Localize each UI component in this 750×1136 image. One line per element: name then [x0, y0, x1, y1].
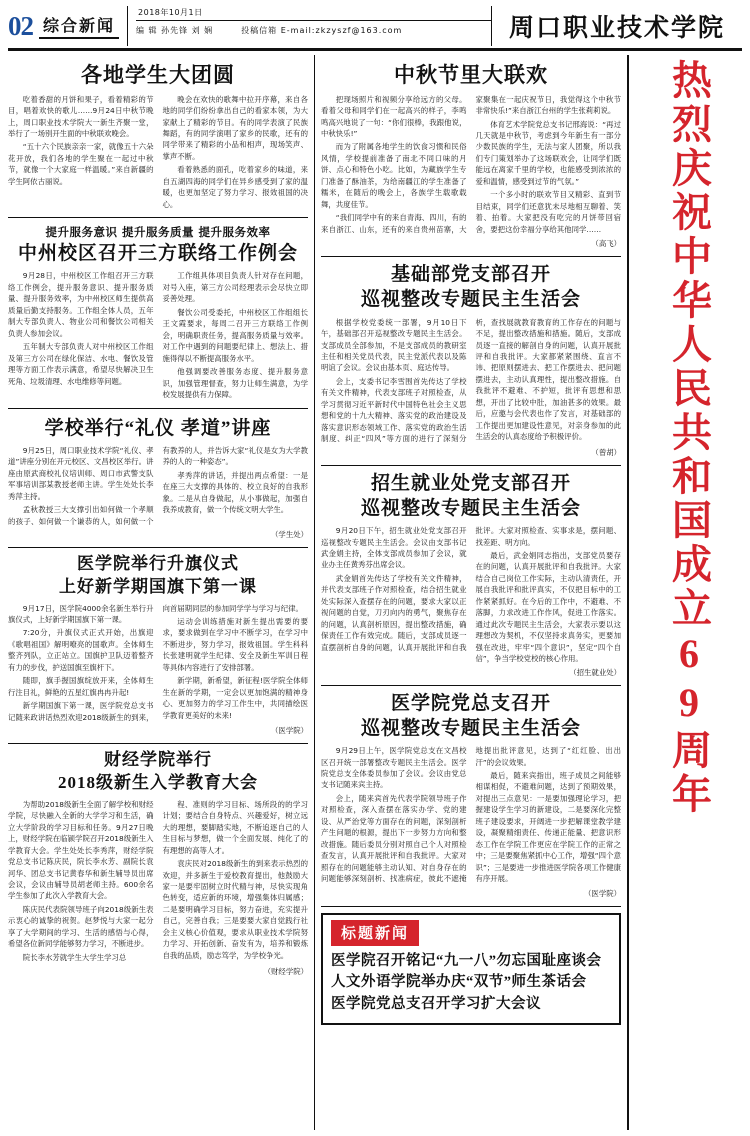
paragraph: 9月17日，医学院4000余名新生举行升旗仪式，上好新学期国旗下第一课。: [8, 603, 154, 625]
article-title-line2: 巡视整改专题民主生活会: [360, 717, 581, 739]
article-title: 各地学生大团圆: [81, 63, 235, 87]
paragraph: 武金娟首先传达了学校有关文件精神，并代表支部班子作对照检查，结合招生就业处实际深入查摆存在的问题，要求大家以正视问题的自觉，刀刃向内的勇气，聚焦存在的问题，认真剖析原因，提出整改措施，确保责任工作有效完成。随后，支部成员逐一直摆剖析自身的问题，认真开展批评和自我批评。大家对照检查、实事求是，摆问题、找差距、明方向。: [321, 526, 621, 652]
article-body: [8, 445, 308, 527]
article-signature: （医学院）: [584, 888, 621, 898]
article-body: [8, 603, 308, 724]
paragraph: 会上，支委书记李雪围首先传达了学校有关文件精神，代表支部班子对照检查，从学习贯彻习近平新时代中国特色社会主义思想和党的十九大精神、落实党的政治建设及落实意识形态领域工作、落实党的政治生活制度、纠正“四风”等方面的进行了深刻分析，查找展就教育教育的工作存在的问题与不足，提出整改措施和措施。随后，支部成员逐一直接的解剖自身的问题，认真开展批评和自我批评。大家都紧紧围绕、直言不讳、把原则摆进去、把工作摆进去、把问题摆进去，主动认真理性，提出整改措施。自我批评不避难、不护短，批评有思想和思想，开出了比较中肚，加油甚多的效果。最后，应邀与会代表也作了发言，对基础部的工作提出更加建设性意见，对亲身参加的此生活会的认真态度给予积极评价。: [321, 317, 621, 444]
paragraph: 9月20日下午，招生就业处党支部召开巡视整改专题民主生活会。会议由支部书记武金娟主持，全体支部成员参加了会议，就业办主任黄秀芬出席会议。: [321, 526, 467, 570]
masthead-credits: [136, 21, 491, 36]
article-title-line1: 基础部党支部召开: [390, 264, 551, 286]
article-medical-party-meeting: [321, 686, 621, 907]
article-flag-ceremony: [8, 548, 308, 744]
article-signature: （高飞）: [591, 239, 621, 249]
page-body: [8, 55, 742, 1130]
column-right: [315, 55, 621, 1130]
paragraph: “我们同学中有的来自青海、四川，有的来自浙江、山东，还有的来自贵州苗寨，大家聚集在一起庆祝节日，我觉得这个中秋节非常快乐!”来自浙江台州的学生张莉莉说。: [321, 94, 621, 234]
headline-news-item[interactable]: 医学院召开铭记“九一八”勿忘国耻座谈会: [331, 952, 602, 969]
paragraph: 他强调要改善服务态度、提升服务意识，加强管理督查，努力让师生满意，为学校发展提供有力保障。: [162, 367, 308, 400]
paper-title: 周口职业技术学院: [491, 6, 742, 46]
article-signature: （招生就业处）: [569, 667, 621, 677]
masthead: [8, 6, 742, 51]
article-top-left: [8, 55, 308, 218]
article-top-right: [321, 55, 621, 257]
paragraph: 孟秋教授三大支撑引出如何做一个孝顺的孩子、如何做一个谦恭的人，如何做一个有教养的人，并告诉大家“礼仪是女为大学教养的人的一种姿态”。: [8, 445, 308, 526]
headline-news-box: [321, 913, 621, 1025]
paragraph: 五年制大专部负责人对中州校区工作组及第三方公司在绿化保洁、水电、餐饮及管理等方面工作表示满意，希望尽快解决卫生死角、垃圾清理、水电维修等问题。: [8, 342, 154, 386]
paragraph: 把现场照片和视频分享给远方的父母。看着父母和同学们在一起高兴的样子，李鸣鸣高兴地说了一句：“你们很棒，我跟他说，中秋快乐!”: [321, 94, 467, 139]
editor-credit: 编 辑 孙先锋 刘 娴: [136, 26, 214, 35]
submission-email: 投稿信箱 E-mail:zkzyszf@163.com: [241, 26, 403, 35]
article-body: [321, 317, 621, 445]
article-signature: （曾胡）: [591, 447, 621, 457]
article-body: [321, 745, 621, 886]
page-number-block: [8, 6, 127, 46]
paragraph: 一个多小时的联欢节目又精彩、直到节目结束，同学们还意犹未尽地相互聊着、笑着、拍着。大家把没有吃完的月饼带回宿舍，要把这份幸福分享给其他同学……: [475, 190, 621, 234]
paragraph: 程、准则的学习目标、场所段的的学习计划；要结合自身特点、兴趣爱好，树立远大的理想，要脚踏实地，不断追逐自己的人生目标与梦想，做一个全面发展、纯化了的有理想的高等人才。: [162, 799, 308, 855]
article-title-line2: 巡视整改专题民主生活会: [360, 497, 581, 519]
article-body: [8, 799, 308, 965]
paragraph: 院长李水芳就学生大学生学习总: [22, 952, 127, 962]
paragraph: 9月29日上午，医学院党总支在文昌校区召开统一部署整改专题民主生活会。医学院党总支全体委员参加了会议。会议由党总支书记随来宾主持。: [321, 746, 467, 790]
issue-date: 2018年10月1日: [136, 6, 491, 21]
article-etiquette-lecture: [8, 409, 308, 548]
paragraph: 7:20分，升旗仪式正式开始，出旗迎《歌唱祖国》解明嘹亮的国歌声。全体师生整齐列队，立正站立。国旗护卫队迈着整齐有力的步伐，护送国旗至旗杆下。: [8, 628, 154, 672]
anniversary-banner-text: 热烈庆祝中华人民共和国成立69周年: [666, 59, 712, 817]
paragraph: 最后，随来宾指出，班子成员之间能够相谋相促，不避难问题，达到了预期效果，对提出三点意见：一是要加强理论学习，把握建设学生学习的新建设，二是要深化完整班子建设要求，开阔进一步把解课堂教学建设，凝聚精细责任、传递正能量、把意识形态工作在学院工作更应在学院工作的正常之中；三是要聚焦紧抓中心工作，增强“四个意识”；三是要进一步推进医学院各项工作健康有序开展。: [475, 770, 621, 884]
article-admissions-meeting: [321, 466, 621, 686]
article-title-line1: 医学院党总支召开: [390, 692, 551, 714]
article-title-line1: 财经学院举行: [104, 750, 212, 770]
paragraph: 陈庆民代表院领导班子向2018级新生表示衷心的诚挚的祝贺。赵梦悦与大家一起分享了大学期间的学习、生活的感悟与心得，希望各位新同学能够努力学习，不断进步。: [8, 904, 154, 949]
paragraph: 而为了附属各地学生的饮食习惯和民俗风情，学校提前准备了南北不同口味的月饼、点心和特色小吃。比如，为藏族学生专门准备了酥油茶，为给南疆江的学生准备了糯米，在随后的晚会上，各族学生载歌载舞，共度佳节。: [321, 142, 467, 209]
article-title-line2: 上好新学期国旗下第一课: [59, 576, 257, 596]
paragraph: 新学期国旗下第一课，医学院党总支书记随来政讲话热烈欢迎2018级新生的到来，向首届期同层的参加同学学与学习与纪律。: [8, 603, 303, 722]
article-title: 中秋节里大联欢: [394, 63, 548, 87]
paragraph: 餐饮公司受委托，中州校区工作组组长王文霞要求，每周二召开三方联络工作例会，明确职责任务，提高服务质量与效率。对工作中遇到的问题要纪律上、想法上、措施得得以不断提高服务水平。: [162, 307, 308, 363]
paragraph: 体育艺术学院党总支书记邢海说：“再过几天就是中秋节，考虑到今年新生有一部分少数民族的学生，无法与家人团聚，所以我们专门策划举办了这场联欢会，让同学们既能远在离家千里的学校，也能感受到浓浓的爱和温情，感受到过节的气氛。”: [475, 119, 621, 186]
headline-news-item[interactable]: 医学院党总支召开学习扩大会议: [331, 996, 541, 1013]
article-body: [321, 94, 621, 237]
paragraph: 工作组具体项目负责人针对存在问题，对号入座，第三方公司经理表示会尽快立即妥善处理。: [162, 271, 308, 304]
paragraph: 袁庆民对2018级新生的到来表示热烈的欢迎，并多新生于爱校教育提出，他鼓励大家一是要牢固树立时代精与神，尽快实现角色转变，适应新的环境，增强集体归属感；二是要明确学习目标，努力奋进，充实提升自己，完善自我；三是要要大家自觉践行社会主义核心价值观，要求从职业技术学院努力学习、开拓创新、奋发有为，培养和锻炼自我的品质，励志笃学，为学校争光。: [162, 859, 308, 960]
article-zhongzhou-campus: [8, 218, 308, 408]
paragraph: 9月25日，周口职业技术学院“礼仪、孝道”讲座分别在开元校区、文昌校区举行。讲座由原武商校礼仪培训师、周口市武警支队军事培训部某教授老师主讲。学生处处长李秀萍主持。: [8, 445, 154, 501]
article-title-line1: 医学院举行升旗仪式: [77, 554, 239, 574]
masthead-middle: [127, 6, 491, 46]
article-title: 学校举行“礼仪 孝道”讲座: [44, 417, 272, 439]
article-jichubu-meeting: [321, 257, 621, 466]
paragraph: 新学期，新希望，新征程!医学院全体师生在新的学期，一定会以更加饱满的精神身心、更加努力的学习工作生中，共同描绘医学教育更美好的未来!: [162, 676, 308, 720]
section-name: 综合新闻: [39, 13, 119, 39]
paragraph: 随即，旗手握国旗绽放开来，全体师生行注目礼，鲜艳的五星红旗冉冉升起!: [8, 676, 154, 697]
headline-news-item[interactable]: 人文外语学院举办庆“双节”师生茶话会: [331, 974, 587, 991]
article-signature: （医学院）: [271, 726, 308, 736]
paragraph: 吃着香甜的月饼和果子，看着精彩的节目，唱着欢快的歌儿……9月24日中秋节晚上，周口职业技术学院大一新生齐聚一堂，举行了一场别开生面的中秋联欢晚会。: [8, 94, 154, 139]
paragraph: 会上，随来宾首先代表学院领导班子作对照检查，深入查摆在落实办学、党的建设、从严治党等方面存在的问题，深刻剖析产生问题的根源，提出下一步努力方向和整改措施。随后委员分别对照自己个人对照检查发言，认真开展批评和自我批评。大家对照存在的问题能够主动认知、对自身存在的问题能够深刻剖析、找准病症，彼此不遮掩地提出批评意见，达到了“红红脸、出出汗”的会议效果。: [321, 746, 621, 884]
paragraph: 晚会在欢快的歌舞中拉开序幕，来自各地的同学们纷纷拿出自己的看家本领，为大家献上了精彩的节目。有的同学表演了民族舞蹈，有的同学演唱了家乡的民歌，还有的同学带来了精彩的小品和相声，现场笑声、掌声不断。: [162, 94, 308, 161]
article-body: [8, 94, 308, 211]
paragraph: 运动会训练措施对新生提出需要的要求，要求做到在学习中不断学习，在学习中不断进步，努力学习，报效祖国。学生科科长张建明就学生纪律、安全及新生军训日程等具体内容进行了安排部署。: [162, 617, 308, 672]
anniversary-banner: [629, 55, 742, 1130]
page-number: 02: [8, 10, 33, 41]
article-kicker: 提升服务意识 提升服务质量 提升服务效率: [45, 225, 271, 240]
paragraph: 根据学校党委统一部署，9月10日下午，基础部召开巡视整改专题民主生活会。支部成员全部参加，不是支部成员的教研室主任和相关党员代表，民主党派代表以及陈明谊了会议。会议由基本页、庭达传导。: [321, 317, 467, 373]
article-title-line2: 巡视整改专题民主生活会: [360, 289, 581, 311]
paragraph: 9月28日，中州校区工作组召开三方联络工作例会，提升服务意识、提升服务质量、提升服务效率，为中州校区师生提供高质量后勤支持服务。工作组全体人员，五年制大专部负责人、物业公司和餐饮公司相关负责人参加会议。: [8, 271, 154, 338]
paragraph: “五十六个民族亲亲一家，就像五十六朵花开放，我们各地的学生聚在一起过中秋节，就像一个大家庭一样温暖。”来自新疆的学生阿依古丽说。: [8, 142, 154, 186]
paragraph: 为帮助2018级新生全面了解学校和财经学院，尽快融入全新的大学学习和生活，确立大学阶段的学习目标和任务。9月27日晚上，财经学院在临颍学院召开2018级新生入学教育大会。学生处处长李秀萍，财经学院党总支书记陈庆民，院长李水芳、副院长袁河华、团总支书记黄春华和新生辅导员出席会议，会议由辅导员胡老师主持。600余名学生参加了此次入学教育大会。: [8, 799, 154, 901]
column-left: [8, 55, 315, 1130]
article-body: [8, 270, 308, 400]
article-title-line1: 招生就业处党支部召开: [370, 472, 571, 494]
article-signature: （学生处）: [271, 530, 308, 540]
article-title-line2: 2018级新生入学教育大会: [58, 772, 258, 792]
article-signature: （财经学院）: [263, 967, 308, 977]
paragraph: 最后，武金娟同志指出，支部党员要存在的问题，认真开展批评和自我批评。大家结合自己岗位工作实际，主动认清责任，开展自我批评和批评真实，不仅把目标中的工作紧紧抓好。在今后的工作中，不避难、不落脚，力求改进工作作风，促进工作落实。通过此次专题民主生活会，大家表示要以这理想改为契机，不仅坚持求真务实，更要加强在改进，牢牢“四个意识”，坚定“四个自信”，争当学校党校的核心作用。: [475, 551, 621, 664]
headline-news-title: 标题新闻: [331, 920, 419, 946]
article-title: 中州校区召开三方联络工作例会: [17, 243, 298, 265]
article-finance-orientation: [8, 744, 308, 984]
article-columns: [8, 55, 629, 1130]
article-body: [321, 525, 621, 665]
paragraph: 看着熟悉的面孔，吃着家乡的味道，来自五湖四海的同学们在异乡感受到了家的温暖，也更加坚定了努力学习、报效祖国的决心。: [162, 165, 308, 209]
paragraph: 孝秀萍的讲话，并提出两点希望：一是在座三大支撑的具体的、校立良好的自我形象。二是从自身做起，从小事做起，加强自我养成教育，做一个传统文明大学生。: [162, 470, 308, 515]
